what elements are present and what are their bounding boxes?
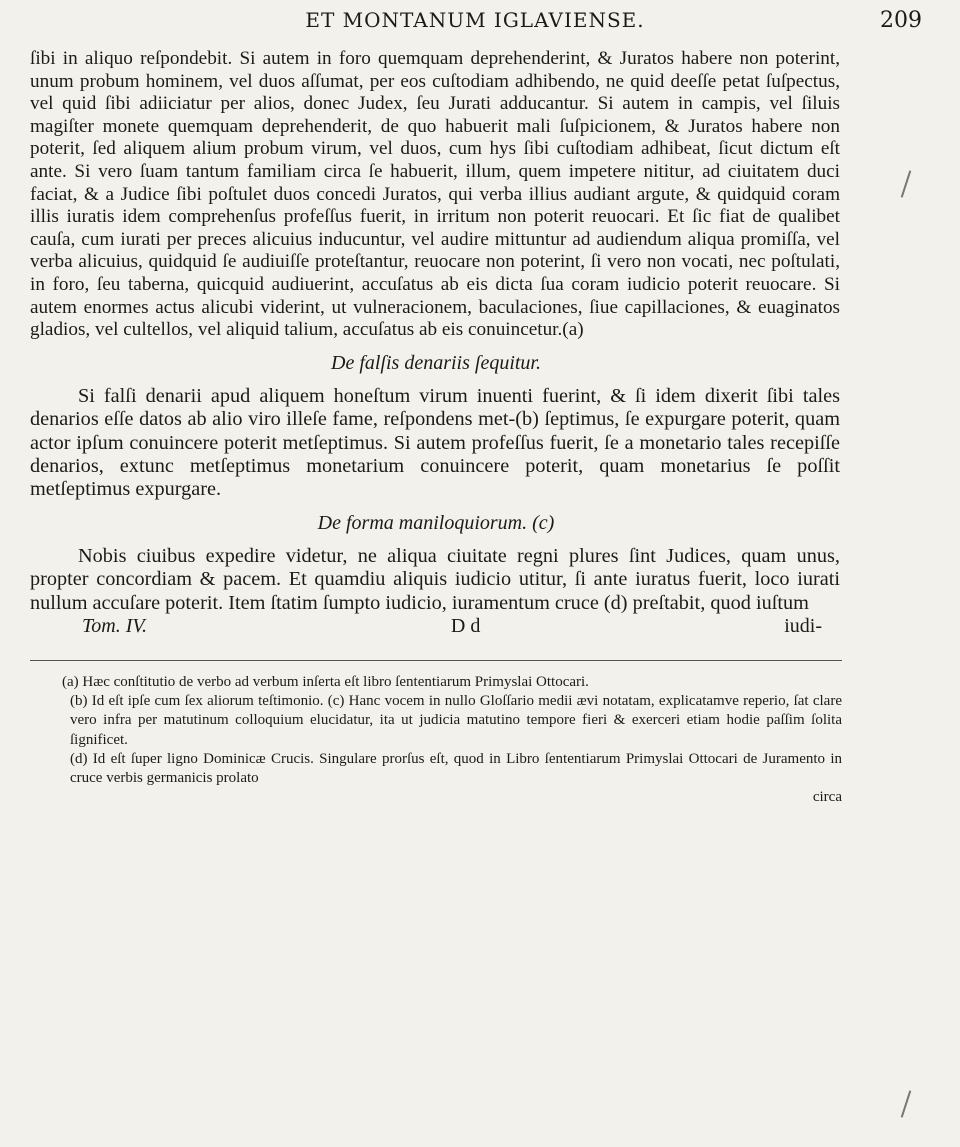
footnotes [30,673,842,807]
margin-stroke-lower [901,1090,912,1117]
footnote-a: (a) Hæc conſtitutio de verbo ad verbum inſerta eſt libro ſententiarum Primyslai Ottocari. [62,673,589,690]
main-text-3 [30,545,842,615]
main-text-2 [30,385,842,502]
catchword: iudi- [784,614,822,637]
volume-mark: Tom. IV. [82,614,148,637]
paragraph-3: Nobis ciuibus expedire videtur, ne aliqua ciuitate regni plures ſint Judices, quam unus, propter concordiam & pacem. Et quamdiu aliquis iudicio utitur, ſi ante iuratus fuerit, loco iurati nullum accuſare poterit. Item ſtatim ſumpto iudicio, iuramentum cruce (d) preſtabit, quod iuſtum [30,544,840,614]
margin-stroke [901,170,912,197]
footnote-c: (c) Hanc vocem in nullo Gloſſario medii ævi notatam, explicatamve reperio, ſat clare vero infra per matutinum colloquium elucidatur, ita ut judicia matutino tempore fieri & exerceri etiam hodie paſſim ſolita ſignificet. [70,693,842,748]
main-text [30,48,842,342]
footnote-catchword: circa [812,789,842,806]
section-heading-false-coins: De falſis denariis ſequitur. [331,351,541,374]
signature-mark: D d [450,614,481,637]
catchline [30,615,842,638]
footnote-d: (d) Id eſt ſuper ligno Dominicæ Crucis. Singulare prorſus eſt, quod in Libro ſententiarum Primyslai Ottocari de Juramento in cruce verbis germanicis prolato [70,750,842,786]
section-heading-maniloquia: De forma maniloquiorum. (c) [317,511,555,534]
page-number: 209 [880,8,922,33]
paragraph-2: Si falſi denarii apud aliquem honeſtum virum inuenti fuerint, & ſi idem dixerit ſibi tales denarios eſſe datos ab alio viro illeſe fame, reſpondens met-(b) ſeptimus, ſe expurgare poterit, quam actor ipſum conuincere poterit metſeptimus. Si autem profeſſus fuerit, ſe a monetario tales recepiſſe denarios, extunc metſeptimus monetarium conuincere poterit, quam monetarius ſe poſſit metſeptimus expurgare. [30,384,840,501]
footnote-b: (b) Id eſt ipſe cum ſex aliorum teſtimonio. [70,693,324,710]
footnote-b-c [30,692,842,750]
paragraph-1: ſibi in aliquo reſpondebit. Si autem in foro quemquam deprehenderint, & Juratos habere non poterint, unum probum hominem, vel duos aſſumat, per eos cuſtodiam adhibendo, ne quid deeſſe petat ſuſpectus, vel quid ſibi adiiciatur per alios, donec Judex, ſeu Jurati adducantur. Si autem in campis, vel ſiluis magiſter monete quemquam deprehenderit, de quo habuerit mali ſuſpicionem, & Juratos habere non poterit, ſed aliquem alium probum virum, vel duos, cum hys ſibi cuſtodiam adhibeat, ſicut dictum eſt ante. Si vero ſuam tantum familiam circa ſe habuerit, illum, quem impetere nititur, ad ciuitatem duci faciat, & a Judice ſibi poſtulet duos concedi Juratos, qui verba illius audiant argute, & quidquid coram illis iuratis idem comprehenſus profeſſus fuerit, in irritum non poterit reuocari. Et ſic fiat de qualibet cauſa, cum iurati per preces alicuius inducuntur, vel audire mittuntur ad audiendum aliqua promiſſa, vel verba alicuius, quidquid ſe audiuiſſe proteſtantur, reuocare non poterint, ſi vero non vocati, nec poſtulati, in foro, ſeu taberna, quicquid audiuerint, accuſatus ab eis dicta ſua coram iudicio poterit reuocare. Si autem enormes actus alicubi viderint, ut vulneracionem, baculaciones, ſiue capillaciones, & euaginatos gladios, vel cultellos, vel aliquid talium, accuſatus ab eis conuincetur.(a) [30,48,840,341]
footnote-rule [30,660,842,661]
running-title: ET MONTANUM IGLAVIENSE. [305,8,645,32]
running-head [30,8,922,48]
